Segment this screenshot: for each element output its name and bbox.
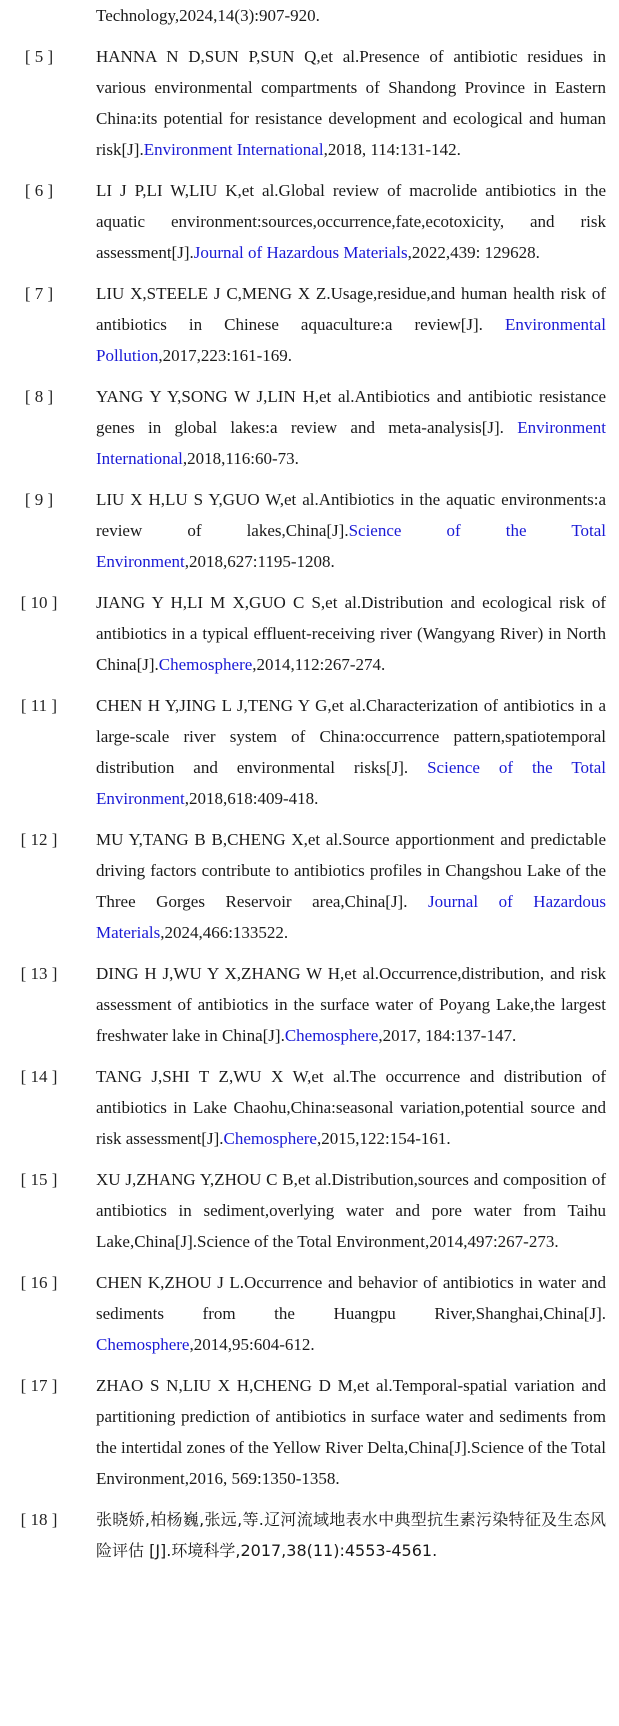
- citation-text: LI J P,LI W,LIU K,et al.Global review of macrolide antibiotics in the aquatic environment:sources,occurrence,fate,ecotoxicity, and risk assessment[J].: [96, 181, 606, 262]
- reference-item: [0, 958, 619, 1051]
- citation-text: ,2014,112:267-274.: [252, 655, 386, 674]
- journal-link[interactable]: Journal of Hazardous Materials: [193, 243, 408, 262]
- citation-text: XU J,ZHANG Y,ZHOU C B,et al.Distribution,sources and composition of antibiotics in sediment,overlying water and pore water from Taihu Lake,China[J].Science of the Total Environment,2014,497:267-273.: [96, 1170, 606, 1251]
- reference-number: [ 5 ]: [24, 47, 54, 66]
- reference-number: [ 8 ]: [24, 387, 54, 406]
- citation-text: MU Y,TANG B B,CHENG X,et al.Source apportionment and predictable driving factors contribute to antibiotics profiles in Changshou Lake of the Three Gorges Reservoir area,China[J].: [96, 830, 606, 911]
- citation-text: ,2018,627:1195-1208.: [184, 552, 335, 571]
- citation-text: CHEN H Y,JING L J,TENG Y G,et al.Characterization of antibiotics in a large-scale river system of China:occurrence pattern,spatiotemporal distribution and environmental risks[J].: [96, 696, 606, 777]
- citation-text: ,2018, 114:131-142.: [323, 140, 461, 159]
- journal-link[interactable]: Chemosphere: [284, 1026, 379, 1045]
- reference-number: [ 9 ]: [24, 490, 54, 509]
- journal-link[interactable]: Chemosphere: [158, 655, 253, 674]
- citation-text: ZHAO S N,LIU X H,CHENG D M,et al.Temporal-spatial variation and partitioning prediction of antibiotics in surface water and sediments from the intertidal zones of the Yellow River Delta,China[J].Science of the Total Environment,2016, 569:1350-1358.: [96, 1376, 606, 1488]
- reference-item: [0, 278, 619, 371]
- reference-text: [96, 587, 606, 680]
- reference-item: [0, 1267, 619, 1360]
- reference-text: [96, 1370, 606, 1494]
- reference-continuation-text: Technology,2024,14(3):907-920.: [96, 6, 320, 25]
- reference-number: [ 16 ]: [20, 1273, 58, 1292]
- citation-text: JIANG Y H,LI M X,GUO C S,et al.Distribution and ecological risk of antibiotics in a typical effluent-receiving river (Wangyang River) in North China[J].: [96, 593, 606, 674]
- reference-number: [ 13 ]: [20, 964, 58, 983]
- reference-item: [0, 484, 619, 577]
- journal-link[interactable]: Environment International: [143, 140, 324, 159]
- citation-text: ,2018,116:60-73.: [182, 449, 299, 468]
- citation-text: ,2017,223:161-169.: [158, 346, 292, 365]
- reference-text: [96, 278, 606, 371]
- reference-number: [ 11 ]: [20, 696, 58, 715]
- journal-link[interactable]: Environment International: [96, 418, 606, 468]
- reference-text: [96, 690, 606, 814]
- journal-link[interactable]: Chemosphere: [96, 1335, 190, 1354]
- reference-number: [ 14 ]: [20, 1067, 58, 1086]
- reference-number: [ 10 ]: [20, 593, 58, 612]
- journal-link[interactable]: Environmental Pollution: [96, 315, 606, 365]
- reference-item: [0, 1061, 619, 1154]
- reference-text: [96, 1061, 606, 1154]
- reference-item: [0, 587, 619, 680]
- citation-text: DING H J,WU Y X,ZHANG W H,et al.Occurrence,distribution, and risk assessment of antibiotics in the surface water of Poyang Lake,the largest freshwater lake in China[J].: [96, 964, 606, 1045]
- citation-text: ,2015,122:154-161.: [316, 1129, 451, 1148]
- citation-text: LIU X H,LU S Y,GUO W,et al.Antibiotics in the aquatic environments:a review of lakes,China[J].: [96, 490, 606, 540]
- citation-text: TANG J,SHI T Z,WU X W,et al.The occurrence and distribution of antibiotics in Lake Chaohu,China:seasonal variation,potential source and risk assessment[J].: [96, 1067, 606, 1148]
- reference-item: [0, 690, 619, 814]
- citation-text: ,2024,466:133522.: [160, 923, 289, 942]
- reference-number: [ 17 ]: [20, 1376, 58, 1395]
- citation-text: CHEN K,ZHOU J L.Occurrence and behavior of antibiotics in water and sediments from the Huangpu River,Shanghai,China[J].: [96, 1273, 606, 1323]
- reference-continuation: [0, 0, 619, 31]
- reference-text: [96, 958, 606, 1051]
- reference-number: [ 12 ]: [20, 830, 58, 849]
- reference-number: [ 7 ]: [24, 284, 54, 303]
- journal-link[interactable]: Science of the Total Environment: [96, 758, 607, 808]
- reference-text: [96, 1504, 606, 1566]
- journal-link[interactable]: Science of the Total Environment: [96, 521, 607, 571]
- reference-item: [0, 381, 619, 474]
- citation-text: 张晓娇,柏杨巍,张远,等.辽河流域地表水中典型抗生素污染特征及生态风险评估 [J].环境科学,2017,38(11):4553-4561.: [96, 1510, 606, 1560]
- journal-link[interactable]: Journal of Hazardous Materials: [96, 892, 606, 942]
- reference-item: [0, 175, 619, 268]
- reference-text: [96, 1267, 606, 1360]
- reference-text: [96, 484, 606, 577]
- reference-number: [ 6 ]: [24, 181, 54, 200]
- citation-text: ,2022,439: 129628.: [407, 243, 540, 262]
- reference-text: [96, 1164, 606, 1257]
- reference-number: [ 15 ]: [20, 1170, 58, 1189]
- reference-text: [96, 41, 606, 165]
- reference-item: [0, 1370, 619, 1494]
- reference-text: [96, 381, 606, 474]
- journal-link[interactable]: Chemosphere: [223, 1129, 317, 1148]
- reference-item: [0, 1504, 619, 1566]
- citation-text: ,2017, 184:137-147.: [378, 1026, 517, 1045]
- reference-number: [ 18 ]: [20, 1510, 58, 1529]
- reference-text: [96, 824, 606, 948]
- citation-text: ,2014,95:604-612.: [189, 1335, 315, 1354]
- citation-text: LIU X,STEELE J C,MENG X Z.Usage,residue,and human health risk of antibiotics in Chinese aquaculture:a review[J].: [96, 284, 606, 334]
- citation-text: ,2018,618:409-418.: [184, 789, 319, 808]
- reference-text: [96, 175, 606, 268]
- reference-item: [0, 1164, 619, 1257]
- citation-text: YANG Y Y,SONG W J,LIN H,et al.Antibiotics and antibiotic resistance genes in global lakes:a review and meta-analysis[J].: [96, 387, 606, 437]
- reference-item: [0, 41, 619, 165]
- citation-text: HANNA N D,SUN P,SUN Q,et al.Presence of antibiotic residues in various environmental compartments of Shandong Province in Eastern China:its potential for resistance development and ecological and human risk[J].: [96, 47, 606, 159]
- reference-item: [0, 824, 619, 948]
